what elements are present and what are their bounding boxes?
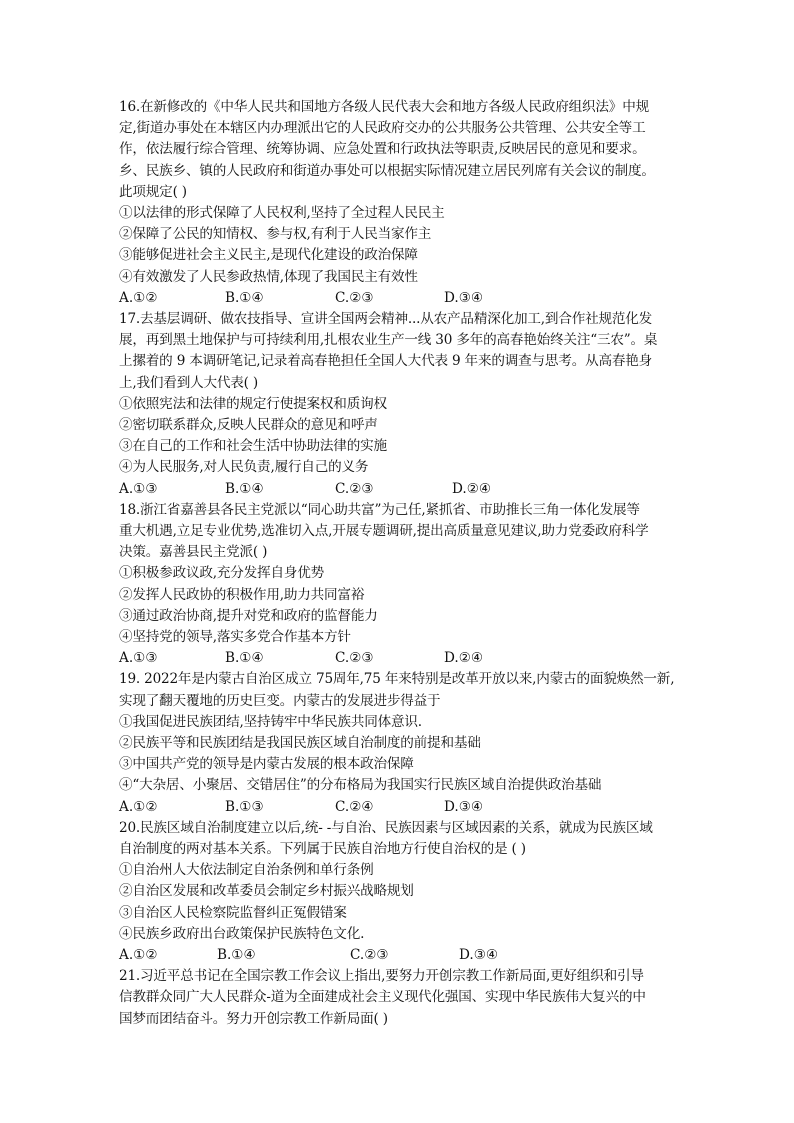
question-stem-line: 自治制度的两对基本关系。下列属于民族自治地方行使自治权的是 ( ) <box>119 841 526 858</box>
statement-item: ③能够促进社会主义民主,是现代化建设的政治保障 <box>119 247 418 264</box>
question-stem-line: 国梦而团结奋斗。努力开创宗教工作新局面( ) <box>119 1010 388 1027</box>
statement-item: ②密切联系群众,反映人民群众的意见和呼声 <box>119 417 378 434</box>
answer-options <box>119 797 679 818</box>
question-stem-line: 18.浙江省嘉善县各民主党派以“同心助共富”为己任,紧抓省、市助推长三角一体化发展等 <box>119 501 640 518</box>
answer-option-d[interactable]: D.③④ <box>444 798 484 815</box>
question-stem-line: 展，再到黑土地保护与可持续利用,扎根农业生产一线 30 多年的高春艳始终关注“三农”。桌 <box>119 332 658 349</box>
statement-item: ①自治州人大依法制定自治条例和单行条例 <box>119 862 374 879</box>
question-18 <box>119 500 679 670</box>
question-stem-line: 上,我们看到人大代表( ) <box>119 374 258 391</box>
answer-options <box>119 479 679 500</box>
question-19 <box>119 669 679 817</box>
question-21 <box>119 966 679 1030</box>
answer-option-c[interactable]: C.②③ <box>350 947 389 964</box>
answer-option-d[interactable]: D.②④ <box>444 650 484 667</box>
question-stem-line: 决策。嘉善县民主党派( ) <box>119 544 268 561</box>
statement-item: ②发挥人民政协的积极作用,助力共同富裕 <box>119 586 365 603</box>
answer-option-a[interactable]: A.①② <box>119 947 158 964</box>
question-stem-line: 19. 2022年是内蒙古自治区成立 75周年,75 年来特别是改革开放以来,内蒙古的面貌焕然一新, <box>119 671 675 688</box>
statement-item: ③自治区人民检察院监督纠正冤假错案 <box>119 904 347 921</box>
statement-item: ③中国共产党的领导是内蒙古发展的根本政治保障 <box>119 756 414 773</box>
question-stem-line: 作，依法履行综合管理、统筹协调、应急处置和行政执法等职责,反映居民的意见和要求。 <box>119 141 646 158</box>
question-stem-line: 乡、民族乡、镇的人民政府和街道办事处可以根据实际情况建立居民列席有关会议的制度。 <box>119 162 655 179</box>
statement-item: ④民族乡政府出台政策保护民族特色文化. <box>119 925 365 942</box>
question-stem-line: 21.习近平总书记在全国宗教工作会议上指出,要努力开创宗教工作新局面,更好组织和引导 <box>119 968 644 985</box>
statement-item: ①依照宪法和法律的规定行使提案权和质询权 <box>119 395 387 412</box>
answer-option-b[interactable]: B.①④ <box>225 480 264 497</box>
statement-item: ①积极参政议政,充分发挥自身优势 <box>119 565 325 582</box>
statement-item: ③在自己的工作和社会生活中协助法律的实施 <box>119 438 387 455</box>
answer-option-d[interactable]: D.③④ <box>444 289 484 306</box>
statement-item: ④“大杂居、小聚居、交错居住”的分布格局为我国实行民族区域自治提供政治基础 <box>119 777 602 794</box>
question-17 <box>119 309 679 500</box>
statement-item: ④坚持党的领导,落实多党合作基本方针 <box>119 629 351 646</box>
question-stem-line: 此项规定( ) <box>119 183 187 200</box>
statement-item: ②自治区发展和改革委员会制定乡村振兴战略规划 <box>119 883 414 900</box>
question-stem-line: 信教群众同广大人民群众-道为全面建成社会主义现代化强国、实现中华民族伟大复兴的中 <box>119 989 646 1006</box>
answer-options <box>119 288 679 309</box>
question-stem-line: 定,街道办事处在本辖区内办理派出它的人民政府交办的公共服务公共管理、公共安全等工 <box>119 120 646 137</box>
exam-page <box>119 97 679 1030</box>
question-stem-line: 上摞着的 9 本调研笔记,记录着高春艳担任全国人大代表 9 年来的调查与思考。从高春艳身 <box>119 353 653 370</box>
answer-option-a[interactable]: A.①③ <box>119 650 158 667</box>
statement-item: ②民族平等和民族团结是我国民族区域自治制度的前提和基础 <box>119 735 481 752</box>
answer-option-d[interactable]: D.②④ <box>452 480 492 497</box>
statement-item: ④有效激发了人民参政热情,体现了我国民主有效性 <box>119 268 418 285</box>
statement-item: ③通过政治协商,提升对党和政府的监督能力 <box>119 607 378 624</box>
statement-item: ②保障了公民的知情权、参与权,有利于人民当家作主 <box>119 226 432 243</box>
question-stem-line: 20.民族区域自治制度建立以后,统- -与自治、民族因素与区域因素的关系，就成为民族区域 <box>119 819 653 836</box>
answer-option-b[interactable]: B.①④ <box>225 289 264 306</box>
answer-option-c[interactable]: C.②③ <box>335 650 374 667</box>
answer-option-b[interactable]: B.①④ <box>225 650 264 667</box>
statement-item: ①我国促进民族团结,坚持铸牢中华民族共同体意识. <box>119 713 422 730</box>
answer-option-a[interactable]: A.①③ <box>119 480 158 497</box>
answer-option-a[interactable]: A.①② <box>119 289 158 306</box>
question-20 <box>119 818 679 966</box>
answer-option-c[interactable]: C.②③ <box>335 480 374 497</box>
answer-option-b[interactable]: B.①③ <box>225 798 264 815</box>
statement-item: ④为人民服务,对人民负责,履行自己的义务 <box>119 459 369 476</box>
answer-options <box>119 648 679 669</box>
question-stem-line: 17.去基层调研、做农技指导、宣讲全国两会精神...从农产品精深化加工,到合作社规范化发 <box>119 311 653 328</box>
answer-options <box>119 945 679 966</box>
question-stem-line: 实现了翻天覆地的历史巨变。内蒙古的发展进步得益于 <box>119 692 441 709</box>
answer-option-c[interactable]: C.②④ <box>335 798 374 815</box>
answer-option-d[interactable]: D.③④ <box>459 947 499 964</box>
answer-option-c[interactable]: C.②③ <box>335 289 374 306</box>
question-stem-line: 16.在新修改的《中华人民共和国地方各级人民代表大会和地方各级人民政府组织法》中规 <box>119 99 649 115</box>
answer-option-a[interactable]: A.①② <box>119 798 158 815</box>
question-stem-line: 重大机遇,立足专业优势,选准切入点,开展专题调研,提出高质量意见建议,助力党委政府科学 <box>119 523 649 540</box>
answer-option-b[interactable]: B.①④ <box>217 947 256 964</box>
question-16 <box>119 97 679 309</box>
statement-item: ①以法律的形式保障了人民权利,坚持了全过程人民民主 <box>119 205 445 222</box>
